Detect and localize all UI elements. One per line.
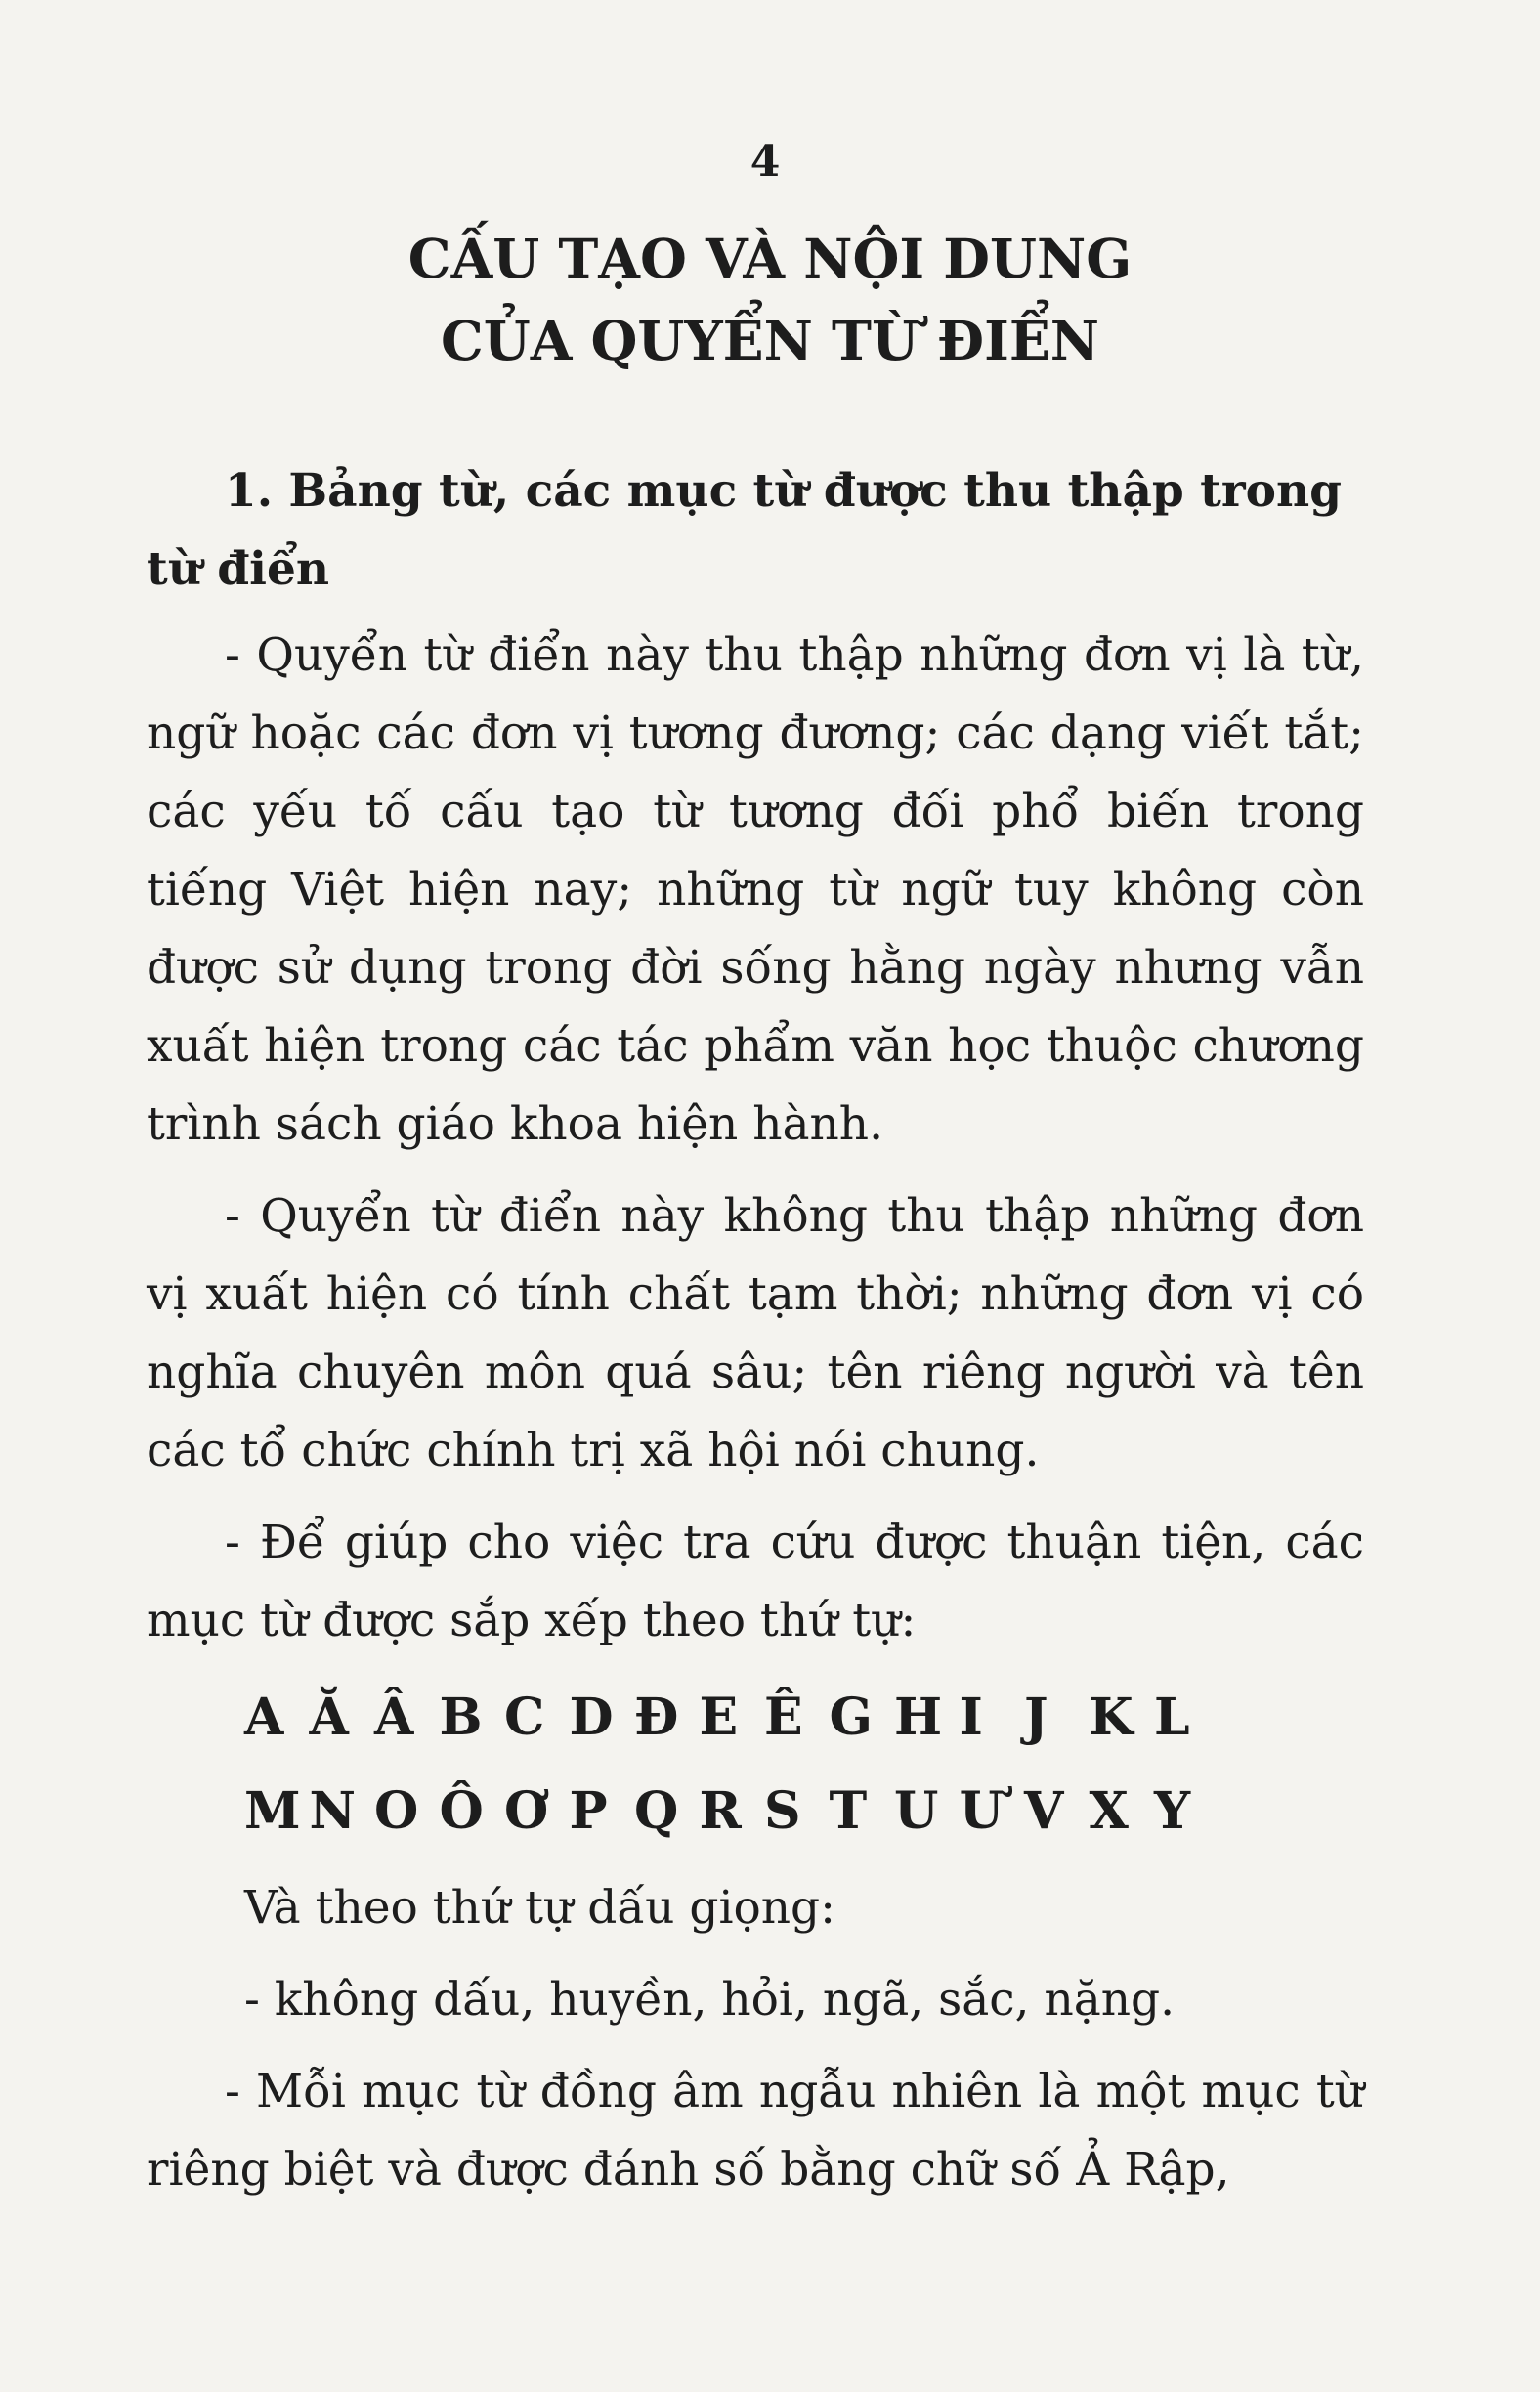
letter: B <box>439 1687 483 1747</box>
letter: E <box>699 1687 739 1747</box>
letter: Â <box>374 1687 414 1747</box>
letter: A <box>244 1687 284 1747</box>
letter: T <box>829 1781 868 1841</box>
letter: G <box>829 1687 873 1747</box>
chapter-title-line-1: CẤU TẠO VÀ NỘI DUNG <box>407 227 1133 290</box>
letter: L <box>1154 1687 1190 1747</box>
letter: C <box>504 1687 545 1747</box>
chapter-title-line-2: CỦA QUYỂN TỪ ĐIỂN <box>440 309 1100 372</box>
letter: V <box>1024 1781 1064 1841</box>
letter: U <box>894 1781 939 1841</box>
letter: Ơ <box>504 1781 549 1841</box>
section-heading: 1. Bảng từ, các mục từ được thu thập trong từ điển <box>147 464 1342 596</box>
letter: X <box>1089 1781 1129 1841</box>
letter: S <box>764 1781 801 1841</box>
letter: J <box>1024 1687 1048 1747</box>
tone-intro: Và theo thứ tự dấu giọng: <box>244 1881 835 1935</box>
letter: R <box>699 1781 742 1841</box>
alphabet-row-1 <box>147 1674 1364 1762</box>
letter: P <box>569 1781 608 1841</box>
letter: Ô <box>439 1781 484 1841</box>
letter: D <box>569 1687 614 1747</box>
letter: M <box>244 1781 301 1841</box>
page-number: 4 <box>749 137 781 187</box>
letter: Ư <box>959 1781 1004 1841</box>
letter: Y <box>1154 1781 1191 1841</box>
letter: I <box>959 1687 983 1747</box>
paragraph-sort-order: - Để giúp cho việc tra cứu được thuận tiện, các mục từ được sắp xếp theo thứ tự: <box>147 1516 1364 1647</box>
paragraph-collected-units: - Quyển từ điển này thu thập những đơn vị là từ, ngữ hoặc các đơn vị tương đương; các dạng viết tắt; các yếu tố cấu tạo từ tương đối phổ biến trong tiếng Việt hiện nay; những từ ngữ tuy không còn được sử dụng trong đời sống hằng ngày nhưng vẫn xuất hiện trong các tác phẩm văn học thuộc chương trình sách giáo khoa hiện hành. <box>147 628 1364 1151</box>
letter: H <box>894 1687 943 1747</box>
alphabet-row-2 <box>147 1768 1364 1856</box>
letter: Đ <box>634 1687 679 1747</box>
chapter-title <box>147 218 1364 382</box>
letter: K <box>1089 1687 1134 1747</box>
paragraph-excluded-units: - Quyển từ điển này không thu thập những đơn vị xuất hiện có tính chất tạm thời; những đơn vị có nghĩa chuyên môn quá sâu; tên riêng người và tên các tổ chức chính trị xã hội nói chung. <box>147 1189 1364 1477</box>
letter: N <box>309 1781 357 1841</box>
letter: Q <box>634 1781 679 1841</box>
letter: O <box>374 1781 419 1841</box>
letter: Ê <box>764 1687 803 1747</box>
letter: Ă <box>309 1687 349 1747</box>
tone-order: - không dấu, huyền, hỏi, ngã, sắc, nặng. <box>244 1973 1176 2027</box>
paragraph-homonyms: - Mỗi mục từ đồng âm ngẫu nhiên là một mục từ riêng biệt và được đánh số bằng chữ số Ả Rập, <box>147 2065 1364 2197</box>
